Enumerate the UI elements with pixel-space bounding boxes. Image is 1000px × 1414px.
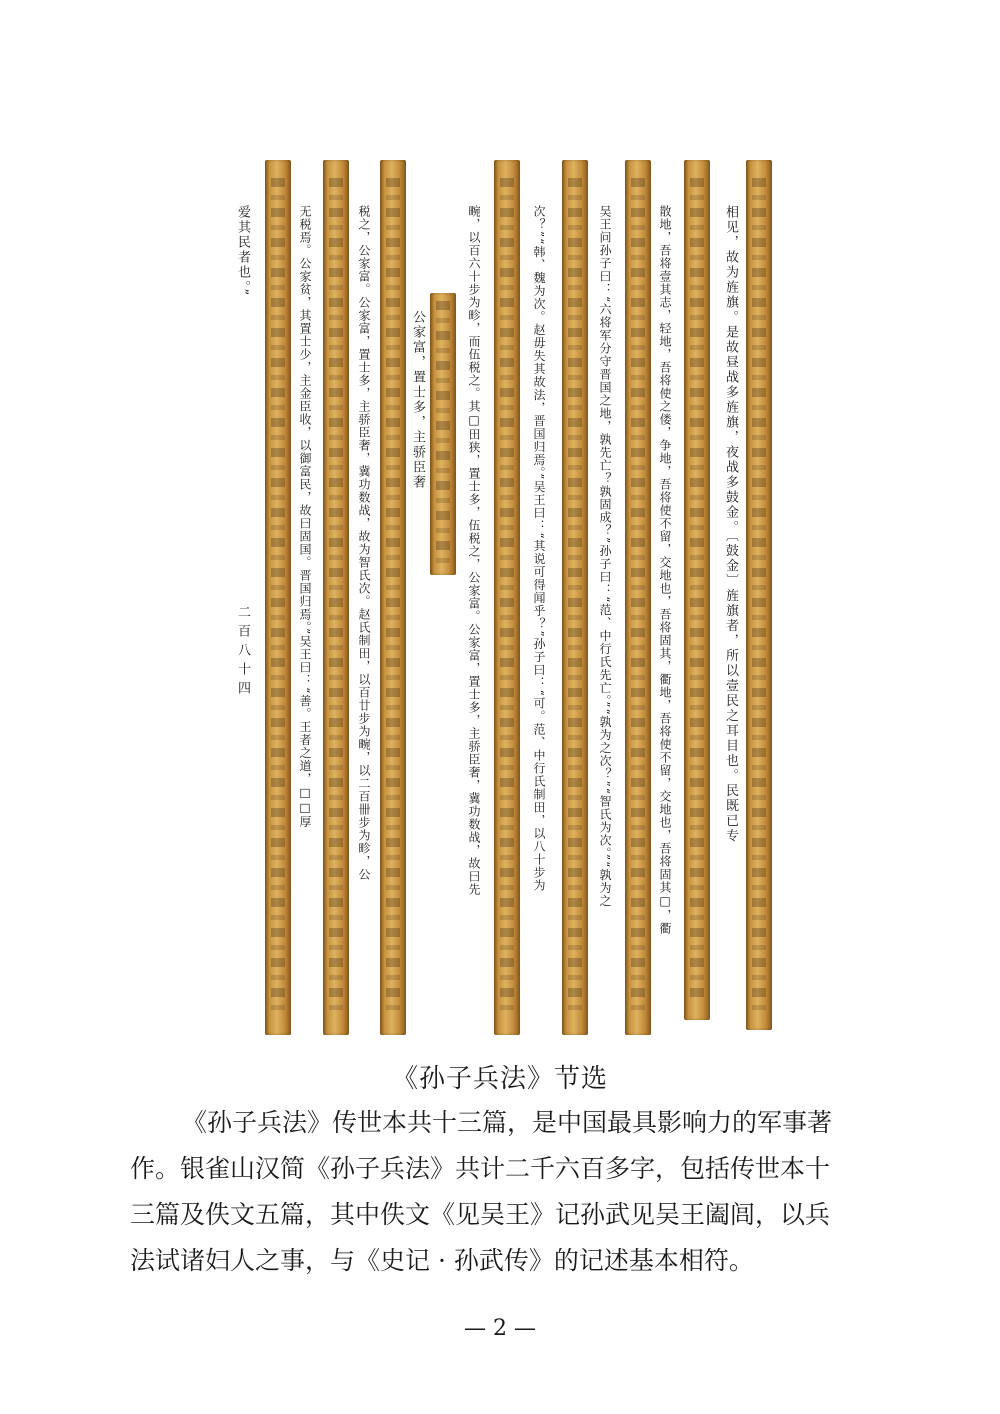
figure-caption: 《孙子兵法》节选 [391, 1064, 608, 1094]
bamboo-slip [380, 160, 406, 1035]
annotation-column: 散地，吾将壹其志，轻地，吾将使之偻，争地，吾将使不留，交地也，吾将固其，衢地，吾将使不留，交地也，吾将固其□，衢 [658, 205, 672, 935]
slip-number: 二百八十四 [235, 605, 250, 700]
bamboo-slip [562, 160, 588, 1035]
paragraph-line: 作。银雀山汉简《孙子兵法》共计二千六百多字，包括传世本十 [130, 1154, 831, 1183]
bamboo-slip [746, 160, 772, 1030]
paragraph-line: 三篇及佚文五篇，其中佚文《见吴王》记孙武见吴王阖闾，以兵 [130, 1200, 831, 1229]
bamboo-slip [684, 160, 710, 1020]
bamboo-slip-fragment [430, 293, 456, 575]
bamboo-slip [625, 160, 651, 1035]
annotation-column: 无税焉。公家贫，其置士少，主金臣收，以御富民，故曰固国。晋国归焉。”吴王曰：“善。王者之道，□□厚 [298, 205, 312, 829]
page-number: — 2 — [464, 1316, 536, 1341]
annotation-column: 相见，故为旌旗。是故昼战多旌旗，夜战多鼓金。〔鼓金〕旌旗者，所以壹民之耳目也。民既已专 [723, 205, 738, 844]
annotation-column: 吴王问孙子曰：“六将军分守晋国之地，孰先亡？孰固成？”孙子曰：“范、中行氏先亡。”“孰为之次？”“智氏为次。”“孰为之 [598, 205, 612, 908]
bamboo-slip [494, 160, 520, 1035]
annotation-column: 次？”“韩、魏为次。赵毋失其故法，晋国归焉。”吴王曰：“其说可得闻乎？”孙子曰：“可。范、中行氏制田，以八十步为 [532, 205, 546, 892]
bamboo-slip [265, 160, 291, 1035]
body-paragraph [130, 1100, 872, 1284]
paragraph-line: 法试诸妇人之事，与《史记 · 孙武传》的记述基本相符。 [130, 1246, 754, 1275]
bamboo-slip [323, 160, 349, 1035]
annotation-column: 畹，以百六十步为畛，而伍税之。其□田狭，置士多，伍税之，公家富。公家富，置士多，主骄臣奢，冀功数战，故曰先 [467, 205, 481, 896]
annotation-column: 爱其民者也。” [235, 205, 250, 298]
annotation-column: 公家富，置士多，主骄臣奢 [410, 310, 425, 490]
annotation-column: 税之，公家富。公家富，置士多，主骄臣奢，冀功数战，故为智氏次。赵氏制田，以百廿步为畹，以二百卌步为畛，公 [357, 205, 371, 881]
paragraph-line: 《孙子兵法》传世本共十三篇，是中国最具影响力的军事著 [182, 1108, 833, 1137]
